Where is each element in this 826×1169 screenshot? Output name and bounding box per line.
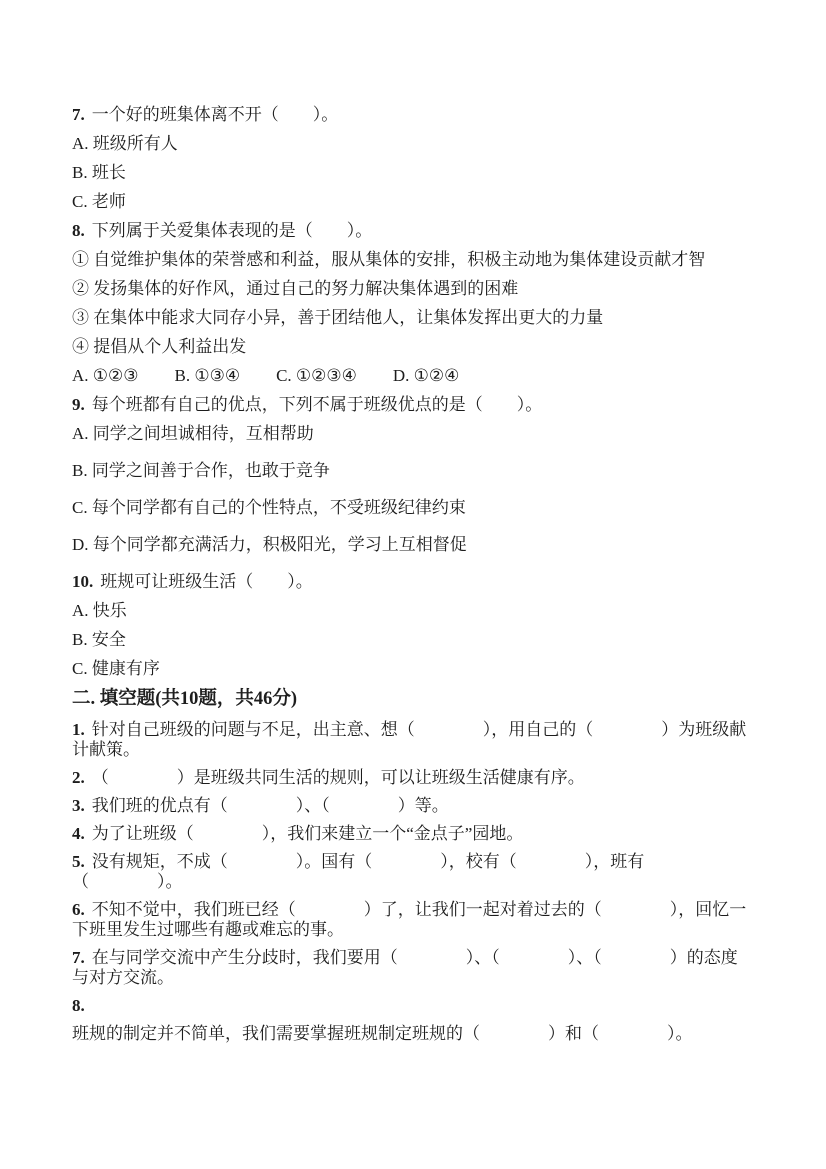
question-10-option-c [72,660,754,678]
option-label: B. 安全 [72,630,126,649]
fill-question-2-text: （ ）是班级共同生活的规则，可以让班级生活健康有序。 [91,768,585,787]
question-8-statement-2 [72,280,754,298]
option-label: C. 每个同学都有自己的个性特点，不受班级纪律约束 [72,498,466,517]
question-7-stem [72,106,754,124]
question-10-option-a [72,602,754,620]
statement-text: ① 自觉维护集体的荣誉感和利益，服从集体的安排，积极主动地为集体建设贡献才智 [72,250,706,269]
fill-question-5-text: 没有规矩，不成（ ）。国有（ ），校有（ ），班有（ ）。 [72,852,645,891]
multiple-choice-section [72,106,754,678]
option-label: B. 班长 [72,163,126,182]
question-7-option-a [72,135,754,153]
question-7-number: 7. [72,105,85,124]
fill-question-8-text-line [72,1024,754,1044]
fill-question-3-number: 3. [72,796,85,815]
statement-text: ② 发扬集体的好作风，通过自己的努力解决集体遇到的困难 [72,279,519,298]
answer-choice-d: D. ①②④ [392,366,460,385]
question-9-option-c [72,499,754,517]
fill-question-7-number: 7. [72,948,85,967]
statement-text: ④ 提倡从个人利益出发 [72,337,247,356]
fill-question-5-number: 5. [72,852,85,871]
fill-question-3 [72,796,754,816]
fill-question-3-text: 我们班的优点有（ ）、（ ）等。 [91,796,449,815]
fill-question-6 [72,900,754,940]
option-label: D. 每个同学都充满活力，积极阳光，学习上互相督促 [72,535,467,554]
fill-question-8-number: 8. [72,996,85,1015]
section-2-heading: 二. 填空题(共10题，共46分) [72,689,298,709]
question-8-statement-4 [72,338,754,356]
question-8-number: 8. [72,221,85,240]
question-9-stem [72,396,754,414]
fill-question-4 [72,824,754,844]
question-7-text: 一个好的班集体离不开（ ）。 [91,105,339,124]
question-8-statement-3 [72,309,754,327]
fill-question-1-number: 1. [72,720,85,739]
fill-question-4-number: 4. [72,824,85,843]
answer-choice-c: C. ①②③④ [276,366,357,385]
option-label: A. 同学之间坦诚相待，互相帮助 [72,424,314,443]
fill-question-4-text: 为了让班级（ ），我们来建立一个“金点子”园地。 [91,824,524,843]
statement-text: ③ 在集体中能求大同存小异，善于团结他人，让集体发挥出更大的力量 [72,308,604,327]
question-9-text: 每个班都有自己的优点，下列不属于班级优点的是（ ）。 [91,395,543,414]
fill-question-7-text: 在与同学交流中产生分歧时，我们要用（ ）、（ ）、（ ）的态度与对方交流。 [72,948,738,987]
question-10-text: 班规可让班级生活（ ）。 [100,572,313,591]
fill-question-1-text: 针对自己班级的问题与不足，出主意、想（ ），用自己的（ ）为班级献计献策。 [72,720,747,759]
fill-question-5 [72,852,754,892]
question-10-number: 10. [72,572,94,591]
question-7-option-b [72,164,754,182]
option-label: A. 快乐 [72,601,127,620]
fill-question-6-number: 6. [72,900,85,919]
fill-question-2-number: 2. [72,768,85,787]
question-8-statement-1 [72,251,754,269]
question-9-number: 9. [72,395,85,414]
question-9-option-a [72,425,754,443]
option-label: C. 健康有序 [72,659,160,678]
fill-in-blank-section [72,689,754,1044]
question-10-stem [72,573,754,591]
answer-choice-a: A. ①②③ [72,366,139,385]
question-7-option-c [72,193,754,211]
option-label: A. 班级所有人 [72,134,178,153]
fill-question-2 [72,768,754,788]
fill-question-8-number-line [72,996,754,1016]
question-9-option-d [72,536,754,554]
fill-question-7 [72,948,754,988]
question-8-stem [72,222,754,240]
fill-question-8-text: 班规的制定并不简单，我们需要掌握班规制定班规的（ ）和（ ）。 [72,1024,693,1043]
fill-question-6-text: 不知不觉中，我们班已经（ ）了，让我们一起对着过去的（ ），回忆一下班里发生过哪些有趣或难忘的事。 [72,900,747,939]
question-10-option-b [72,631,754,649]
option-label: C. 老师 [72,192,126,211]
option-label: B. 同学之间善于合作，也敢于竞争 [72,461,330,480]
fill-question-1 [72,720,754,760]
question-8-text: 下列属于关爱集体表现的是（ ）。 [91,221,373,240]
question-9-option-b [72,462,754,480]
answer-choice-b: B. ①③④ [174,366,241,385]
question-8-answer-row [72,367,754,385]
